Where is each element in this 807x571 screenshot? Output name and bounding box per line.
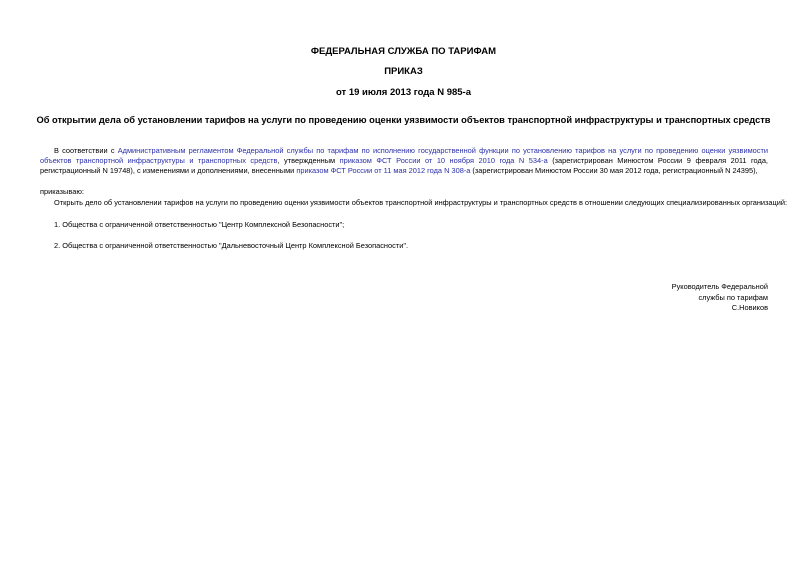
preamble-paragraph — [40, 146, 768, 176]
document-title: Об открытии дела об установлении тарифов на услуги по проведению оценки уязвимости объектов транспортной инфраструктуры и транспортных средств — [36, 115, 771, 125]
preamble-text-1: В соответствии с — [54, 146, 118, 155]
list-item: 2. Общества с ограниченной ответственностью "Дальневосточный Центр Комплексной Безопасности". — [54, 241, 409, 250]
preamble-text-2: , утвержденным — [277, 156, 340, 165]
document-type: ПРИКАЗ — [384, 66, 423, 77]
regulation-link[interactable]: Административным регламентом Федеральной службы по тарифам по исполнению государственной функции по установлению тарифов на услуги по проведению оценки уязвимости объектов транспортной инфраструктуры и транспортных средств — [40, 146, 769, 165]
list-item: 1. Общества с ограниченной ответственностью "Центр Комплексной Безопасности"; — [54, 220, 345, 229]
preamble-text-4: (зарегистрирован Минюстом России 30 мая 2012 года, регистрационный N 24395), — [470, 166, 758, 175]
signature-name: С.Новиков — [731, 303, 768, 312]
decision-text: Открыть дело об установлении тарифов на услуги по проведению оценки уязвимости объектов транспортной инфраструктуры и транспортных средств в отношении следующих специализированных организаций: — [54, 198, 788, 207]
agency-name: ФЕДЕРАЛЬНАЯ СЛУЖБА ПО ТАРИФАМ — [310, 46, 497, 57]
document-date-number: от 19 июля 2013 года N 985-а — [335, 87, 472, 98]
signature-position-line1: Руководитель Федеральной — [671, 282, 768, 291]
order-308a-link[interactable]: приказом ФСТ России от 11 мая 2012 года N 308-а — [296, 166, 471, 175]
signature-position-line2: службы по тарифам — [698, 292, 768, 302]
signature-block — [568, 282, 768, 314]
order-word: приказываю: — [40, 187, 84, 196]
order-534a-link[interactable]: приказом ФСТ России от 10 ноября 2010 года N 534-а — [339, 156, 548, 165]
preamble-text-3: (зарегистрирован Минюстом России 9 февраля 2011 года, регистрационный N 19748), с изменениями и дополнениями, внесенными — [40, 156, 768, 175]
